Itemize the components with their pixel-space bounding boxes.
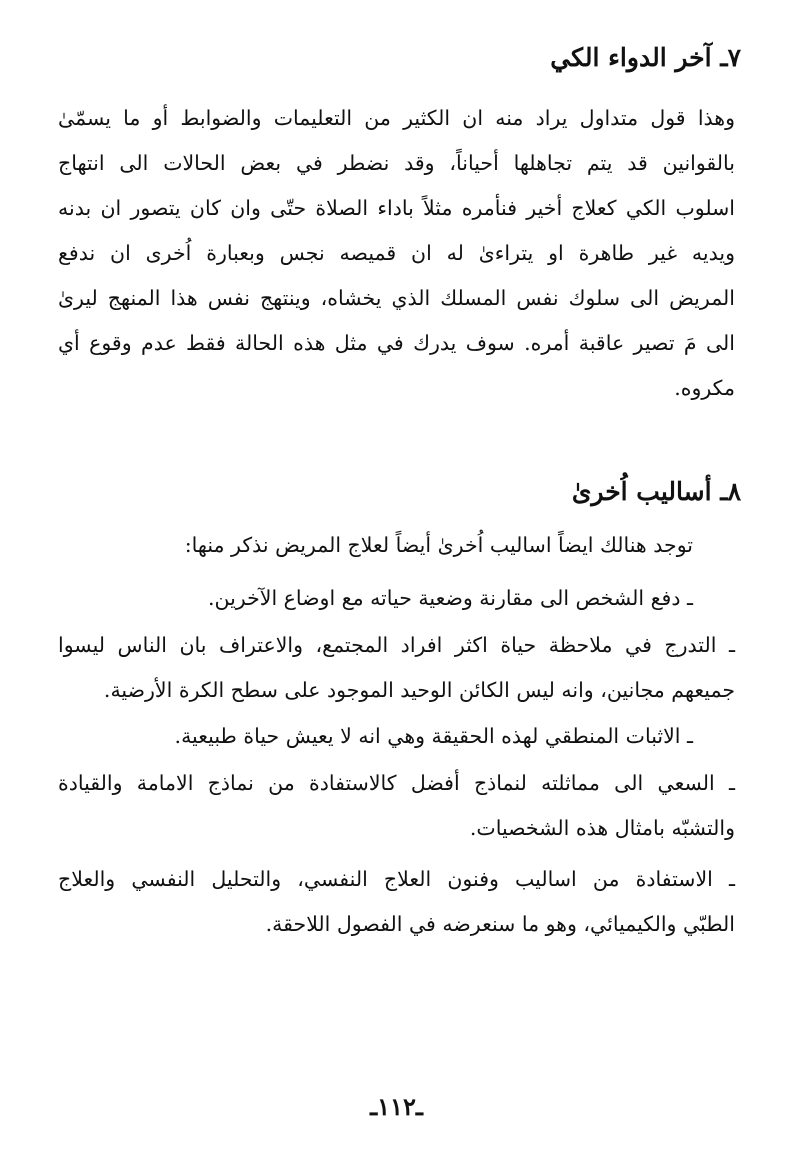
list-item-2-line-1: ـ التدرج في ملاحظة حياة اكثر افراد المجتمع، والاعتراف بان الناس ليسوا: [58, 633, 735, 657]
page-number: ـ١١٢ـ: [370, 1092, 423, 1121]
list-item-4-line-2: والتشبّه بامثال هذه الشخصيات.: [469, 816, 735, 840]
list-item-5-line-1: ـ الاستفادة من اساليب وفنون العلاج النفسي، والتحليل النفسي والعلاج: [58, 867, 735, 891]
section-7-line-3: اسلوب الكي كعلاج أخير فنأمره مثلاً باداء الصلاة حتّى وان كان يتصور ان بدنه: [58, 196, 735, 220]
section-7-line-2: بالقوانين قد يتم تجاهلها أحياناً، وقد نضطر في بعض الحالات الى انتهاج: [58, 151, 735, 175]
section-7-line-4: ويديه غير طاهرة او يتراءىٰ له ان قميصه نجس وبعبارة اُخرى ان ندفع: [58, 241, 735, 265]
section-7-line-5: المريض الى سلوك نفس المسلك الذي يخشاه، وينتهج نفس هذا المنهج ليرىٰ: [58, 286, 735, 310]
section-7-line-1: وهذا قول متداول يراد منه ان الكثير من التعليمات والضوابط أو ما يسمّىٰ: [58, 106, 735, 130]
section-7-line-7: مكروه.: [674, 376, 735, 400]
section-7-heading: ٧ـ آخر الدواء الكي: [550, 43, 741, 72]
section-8-intro: توجد هنالك ايضاً اساليب اُخرىٰ أيضاً لعلاج المريض نذكر منها:: [184, 533, 693, 557]
section-7-line-6: الى مَ تصير عاقبة أمره. سوف يدرك في مثل هذه الحالة فقط عدم وقوع أي: [58, 331, 735, 355]
list-item-4-line-1: ـ السعي الى مماثلته لنماذج أفضل كالاستفادة من نماذج الامامة والقيادة: [58, 771, 735, 795]
list-item-2-line-2: جميعهم مجانين، وانه ليس الكائن الوحيد الموجود على سطح الكرة الأرضية.: [103, 678, 735, 702]
list-item-3: ـ الاثبات المنطقي لهذه الحقيقة وهي انه لا يعيش حياة طبيعية.: [174, 724, 693, 748]
section-8-heading: ٨ـ أساليب اُخرىٰ: [571, 477, 741, 506]
list-item-5-line-2: الطبّي والكيميائي، وهو ما سنعرضه في الفصول اللاحقة.: [265, 912, 735, 936]
list-item-1: ـ دفع الشخص الى مقارنة وضعية حياته مع اوضاع الآخرين.: [207, 586, 693, 610]
